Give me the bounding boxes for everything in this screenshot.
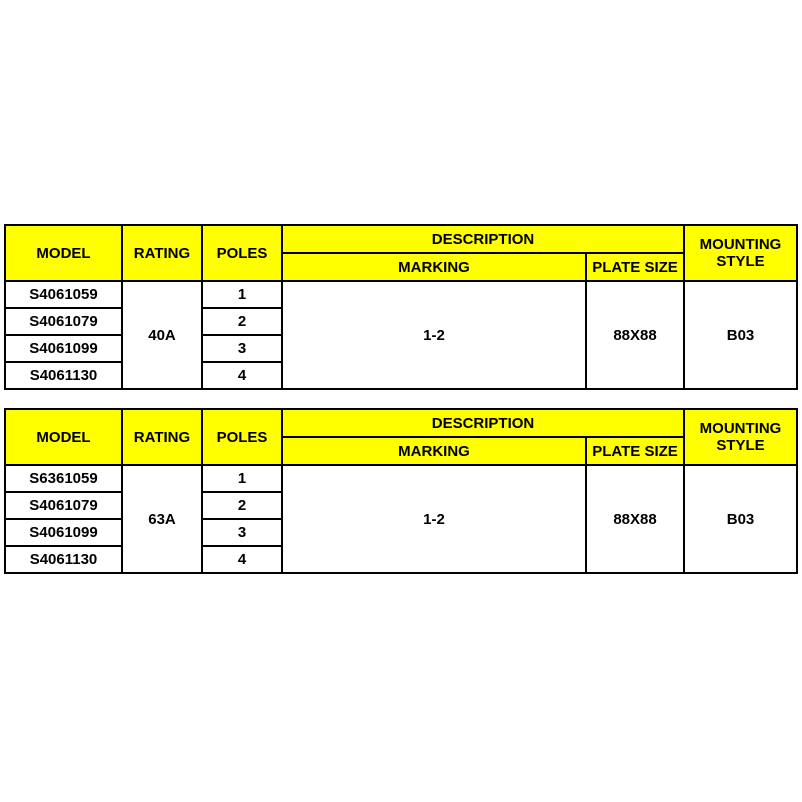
poles-cell: 3: [202, 519, 282, 546]
header-mounting-line1: MOUNTING: [699, 236, 782, 253]
model-cell: S4061130: [5, 546, 122, 573]
header-poles: POLES: [202, 225, 282, 281]
model-cell: S4061059: [5, 281, 122, 308]
header-model: MODEL: [5, 225, 122, 281]
model-cell: S4061099: [5, 519, 122, 546]
header-mounting-style: [684, 225, 797, 281]
header-rating: RATING: [122, 225, 202, 281]
header-rating: RATING: [122, 409, 202, 465]
header-model: MODEL: [5, 409, 122, 465]
model-cell: S4061079: [5, 308, 122, 335]
poles-cell: 1: [202, 465, 282, 492]
poles-cell: 4: [202, 362, 282, 389]
poles-cell: 2: [202, 492, 282, 519]
header-marking: MARKING: [282, 253, 586, 281]
header-poles: POLES: [202, 409, 282, 465]
header-mounting-style: [684, 409, 797, 465]
header-mounting-line2: STYLE: [716, 253, 765, 270]
header-plate-size: PLATE SIZE: [586, 437, 684, 465]
table-row: [5, 281, 797, 308]
model-cell: S4061079: [5, 492, 122, 519]
rating-cell: 40A: [122, 281, 202, 389]
poles-cell: 2: [202, 308, 282, 335]
spec-table-63a: [4, 408, 798, 574]
poles-cell: 1: [202, 281, 282, 308]
mounting-style-cell: B03: [684, 281, 797, 389]
poles-cell: 4: [202, 546, 282, 573]
header-description: DESCRIPTION: [282, 225, 684, 253]
header-mounting-line2: STYLE: [716, 437, 765, 454]
table-row: [5, 465, 797, 492]
plate-size-cell: 88X88: [586, 281, 684, 389]
rating-cell: 63A: [122, 465, 202, 573]
model-cell: S4061099: [5, 335, 122, 362]
header-description: DESCRIPTION: [282, 409, 684, 437]
marking-cell: 1-2: [282, 465, 586, 573]
spec-table-40a: [4, 224, 798, 390]
mounting-style-cell: B03: [684, 465, 797, 573]
marking-cell: 1-2: [282, 281, 586, 389]
poles-cell: 3: [202, 335, 282, 362]
plate-size-cell: 88X88: [586, 465, 684, 573]
model-cell: S6361059: [5, 465, 122, 492]
header-marking: MARKING: [282, 437, 586, 465]
header-mounting-line1: MOUNTING: [699, 420, 782, 437]
header-plate-size: PLATE SIZE: [586, 253, 684, 281]
model-cell: S4061130: [5, 362, 122, 389]
